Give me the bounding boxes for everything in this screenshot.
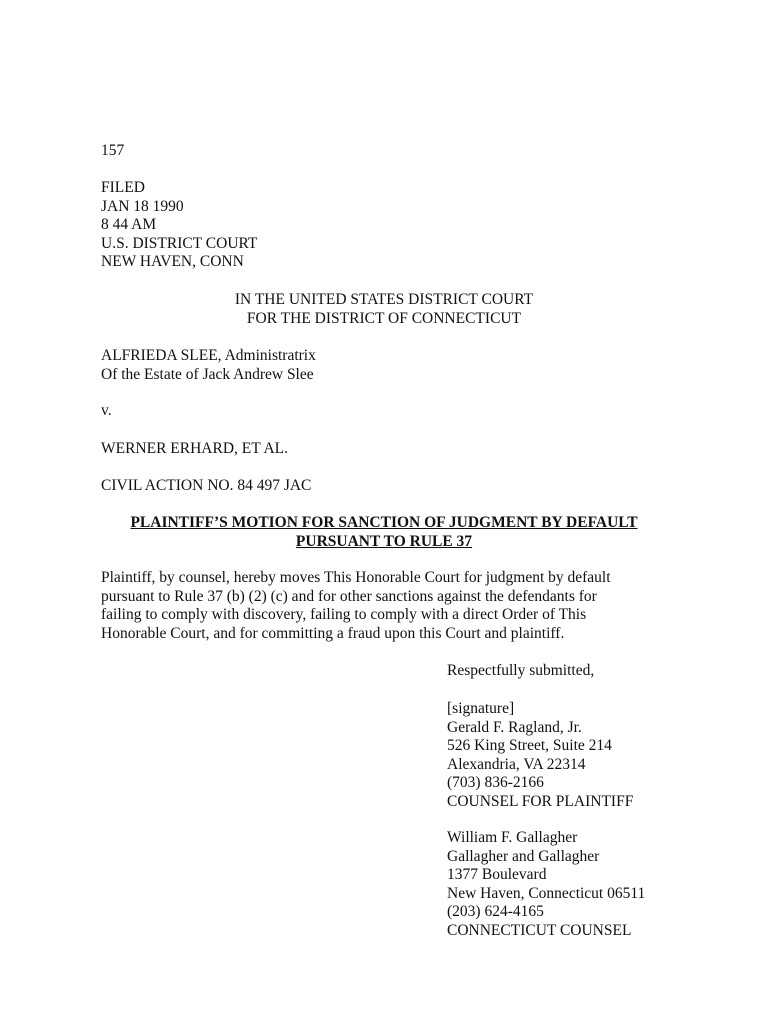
counsel-phone: (203) 624-4165 <box>447 903 544 921</box>
filed-stamp-line: U.S. DISTRICT COURT <box>101 234 258 252</box>
motion-body <box>101 569 661 643</box>
sign-off-text: Respectfully submitted, <box>447 662 595 679</box>
sign-off <box>447 662 594 681</box>
counsel-city: Alexandria, VA 22314 <box>447 755 586 773</box>
counsel-role: CONNECTICUT COUNSEL <box>447 921 632 939</box>
filed-stamp <box>101 179 257 272</box>
counsel-role: COUNSEL FOR PLAINTIFF <box>447 792 634 810</box>
motion-body-line: pursuant to Rule 37 (b) (2) (c) and for other sanctions against the defendants for <box>101 587 597 605</box>
counsel-address: 1377 Boulevard <box>447 866 547 884</box>
counsel-name: Gerald F. Ragland, Jr. <box>447 718 582 736</box>
versus <box>101 402 112 421</box>
connecticut-counsel-block <box>447 829 645 941</box>
counsel-name: William F. Gallagher <box>447 829 578 846</box>
filed-stamp-line: 8 44 AM <box>101 216 157 234</box>
versus-text: v. <box>101 402 112 419</box>
plaintiff-line: Of the Estate of Jack Andrew Slee <box>101 365 314 383</box>
motion-title-line: PLAINTIFF’S MOTION FOR SANCTION OF JUDGMENT BY DEFAULT <box>130 514 638 531</box>
court-heading-line: FOR THE DISTRICT OF CONNECTICUT <box>246 309 522 327</box>
court-heading <box>0 291 768 328</box>
counsel-for-plaintiff-block <box>447 700 633 812</box>
motion-body-line: failing to comply with discovery, failing to comply with a direct Order of This <box>101 606 587 624</box>
counsel-city: New Haven, Connecticut 06511 <box>447 884 646 902</box>
page-number-text: 157 <box>101 142 125 159</box>
plaintiff-line: ALFRIEDA SLEE, Administratrix <box>101 347 316 364</box>
filed-stamp-line: FILED <box>101 179 145 196</box>
counsel-firm: Gallagher and Gallagher <box>447 847 600 865</box>
motion-title-line: PURSUANT TO RULE 37 <box>295 532 473 550</box>
counsel-phone: (703) 836-2166 <box>447 774 544 792</box>
page-number <box>101 142 124 161</box>
court-heading-line: IN THE UNITED STATES DISTRICT COURT <box>234 291 534 308</box>
signature-placeholder: [signature] <box>447 700 515 717</box>
filed-stamp-line: NEW HAVEN, CONN <box>101 253 244 271</box>
motion-title <box>0 514 768 551</box>
motion-body-line: Plaintiff, by counsel, hereby moves This Honorable Court for judgment by default <box>101 569 611 586</box>
civil-action-number <box>101 477 311 496</box>
civil-action-text: CIVIL ACTION NO. 84 497 JAC <box>101 477 312 494</box>
defendant-text: WERNER ERHARD, ET AL. <box>101 440 288 457</box>
filed-stamp-line: JAN 18 1990 <box>101 197 184 215</box>
defendant-party <box>101 440 288 459</box>
plaintiff-party <box>101 347 316 384</box>
counsel-address: 526 King Street, Suite 214 <box>447 737 612 755</box>
motion-body-line: Honorable Court, and for committing a fraud upon this Court and plaintiff. <box>101 624 565 642</box>
